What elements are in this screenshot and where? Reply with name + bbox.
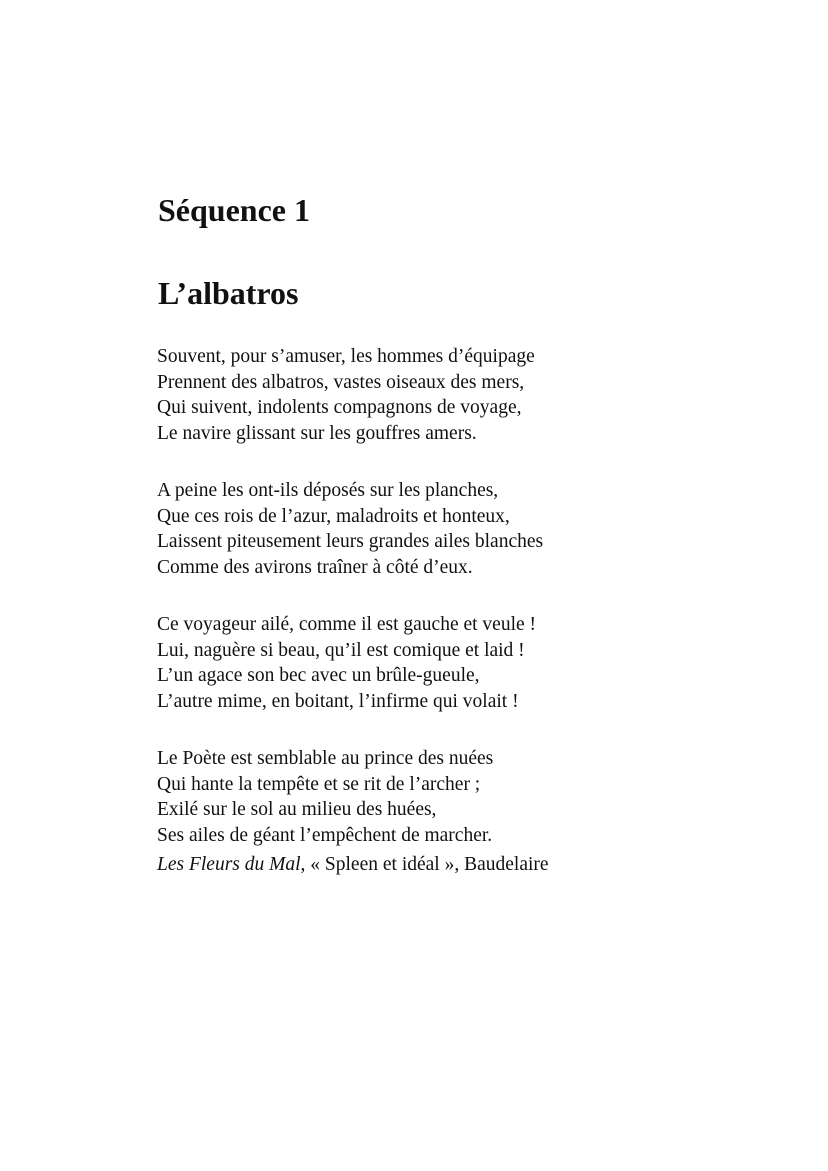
stanza-1	[157, 344, 777, 446]
verse: Souvent, pour s’amuser, les hommes d’équipage	[157, 346, 535, 367]
verse: Le Poète est semblable au prince des nuées	[157, 748, 494, 769]
verse: Que ces rois de l’azur, maladroits et honteux,	[157, 505, 510, 527]
sequence-title: Séquence 1	[158, 192, 310, 228]
verse: Comme des avirons traîner à côté d’eux.	[157, 556, 473, 578]
verse: Prennent des albatros, vastes oiseaux des mers,	[157, 371, 525, 393]
source-work-title: Les Fleurs du Mal	[157, 854, 301, 875]
verse: Le navire glissant sur les gouffres amers.	[157, 422, 477, 444]
verse: Ce voyageur ailé, comme il est gauche et veule !	[157, 614, 537, 635]
verse: Laissent piteusement leurs grandes ailes blanches	[157, 531, 544, 552]
stanza-4	[157, 746, 777, 848]
verse: Lui, naguère si beau, qu’il est comique et laid !	[157, 639, 525, 661]
stanza-2	[157, 478, 777, 580]
verse: Qui suivent, indolents compagnons de voyage,	[157, 397, 522, 418]
poem-title: L’albatros	[158, 275, 299, 311]
source-details: , « Spleen et idéal », Baudelaire	[300, 854, 549, 875]
verse: Ses ailes de géant l’empêchent de marcher.	[157, 824, 493, 846]
verse: Exilé sur le sol au milieu des huées,	[157, 799, 437, 820]
verse: L’un agace son bec avec un brûle-gueule,	[157, 665, 480, 686]
poem-body	[157, 344, 777, 880]
verse: Qui hante la tempête et se rit de l’archer ;	[157, 773, 481, 795]
verse: A peine les ont-ils déposés sur les planches,	[157, 480, 499, 501]
stanza-3	[157, 612, 777, 714]
verse: L’autre mime, en boitant, l’infirme qui volait !	[157, 690, 519, 712]
source-citation	[157, 852, 549, 878]
